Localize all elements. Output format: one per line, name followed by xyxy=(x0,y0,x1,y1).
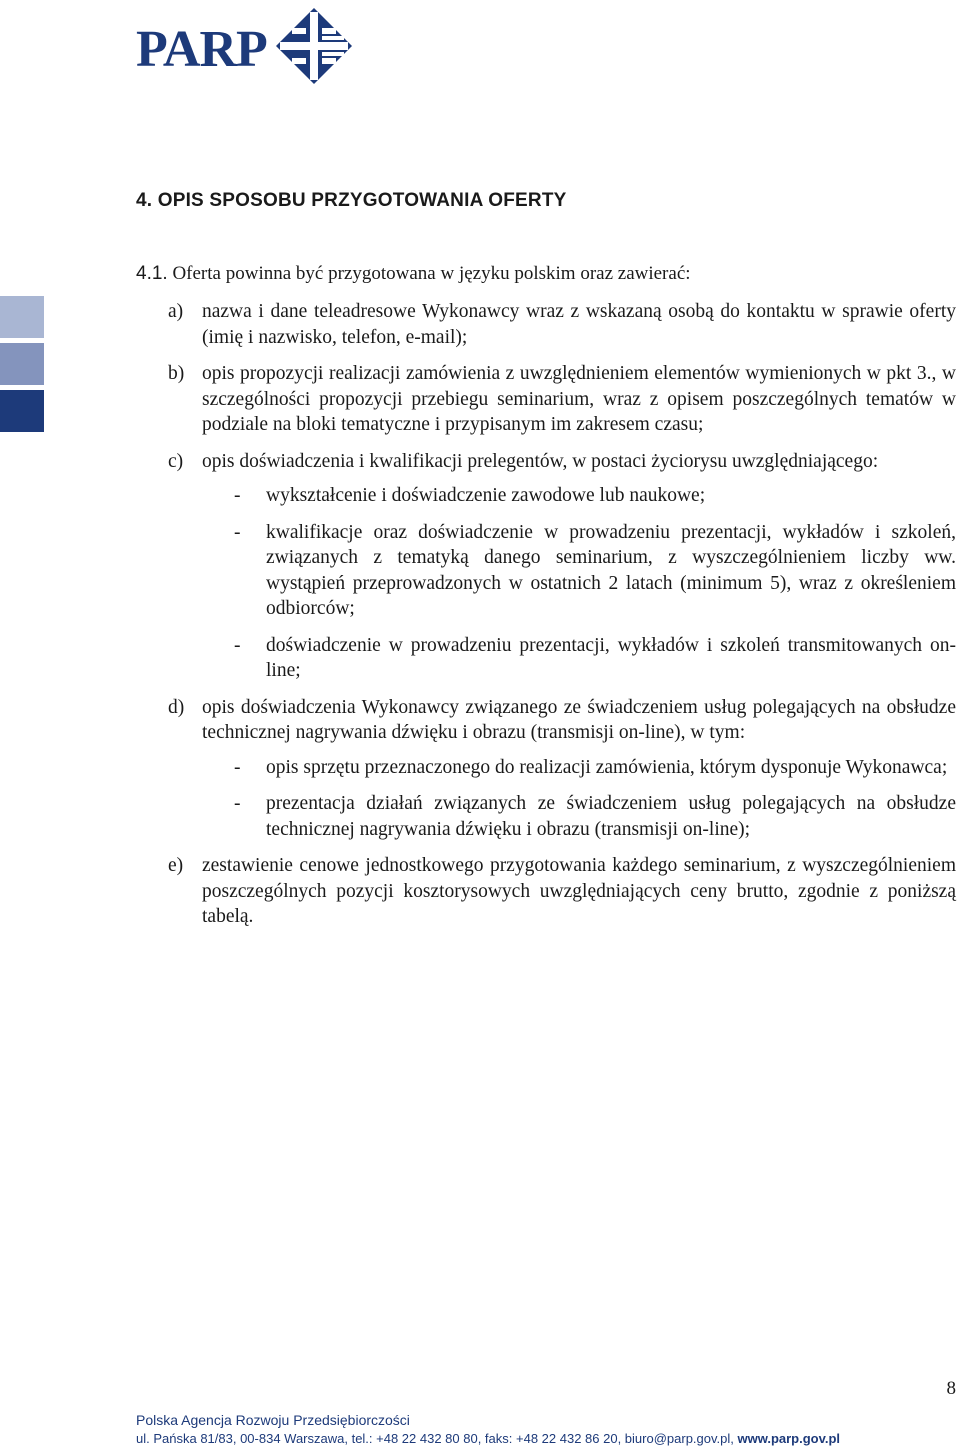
intro-number: 4.1. xyxy=(136,263,168,284)
side-bar-dark xyxy=(0,390,44,432)
sublist-item xyxy=(234,483,956,509)
page-number: 8 xyxy=(946,1378,956,1399)
sublist-item xyxy=(234,791,956,842)
list-item-c xyxy=(168,449,956,475)
sublist-dash: - xyxy=(234,485,241,506)
list-item-letter: d) xyxy=(168,696,185,718)
sublist-dash: - xyxy=(234,756,241,778)
footer-agency-name: Polska Agencja Rozwoju Przedsiębiorczości xyxy=(136,1412,410,1428)
sublist-item-text: opis sprzętu przeznaczonego do realizacji zamówienia, którym dysponuje Wykonawca; xyxy=(266,756,948,778)
sublist-item-text: doświadczenie w prowadzeniu prezentacji, wykładów i szkoleń transmitowanych on-line; xyxy=(266,634,956,681)
sublist-dash: - xyxy=(234,634,241,656)
list-item-text: zestawienie cenowe jednostkowego przygotowania każdego seminarium, z wyszczególnieniem poszczególnych pozycji kosztorysowych uwzględniających ceny brutto, zgodnie z poniższą tabelą. xyxy=(202,855,956,927)
list-item-b xyxy=(168,361,956,438)
sublist-item xyxy=(234,755,956,781)
sublist-dash: - xyxy=(234,521,241,543)
side-bar-medium xyxy=(0,343,44,385)
page-footer xyxy=(136,1411,840,1449)
list-item-text: nazwa i dane teleadresowe Wykonawcy wraz z wskazaną osobą do kontaktu w sprawie oferty (imię i nazwisko, telefon, e-mail); xyxy=(202,301,956,348)
parp-logo xyxy=(136,6,366,86)
list-item-text: opis propozycji realizacji zamówienia z uwzględnieniem elementów wymienionych w pkt 3., w szczególności propozycji przebiegu seminarium, wraz z opisem poszczególnych tematów w podziale na bloki tematyczne i przypisanym im zakresem czasu; xyxy=(202,363,956,435)
sublist-item xyxy=(234,520,956,622)
offer-requirements-list xyxy=(168,299,956,941)
footer-contact: ul. Pańska 81/83, 00-834 Warszawa, tel.: +48 22 432 80 80, faks: +48 22 432 86 20, biuro@parp.gov.pl, xyxy=(136,1431,738,1446)
sublist-item-text: wykształcenie i doświadczenie zawodowe lub naukowe; xyxy=(266,485,706,506)
intro-paragraph xyxy=(136,263,691,285)
sublist-dash: - xyxy=(234,793,241,814)
parp-emblem-icon xyxy=(274,6,354,86)
sublist-d xyxy=(234,755,956,843)
section-heading: 4. OPIS SPOSOBU PRZYGOTOWANIA OFERTY xyxy=(136,190,567,211)
sublist-c xyxy=(234,483,956,684)
sublist-item-text: prezentacja działań związanych ze świadczeniem usług polegających na obsłudze technicznej nagrywania dźwięku i obrazu (transmisji on-line); xyxy=(266,793,956,840)
list-item-d xyxy=(168,695,956,746)
list-item-letter: c) xyxy=(168,450,184,472)
intro-text: Oferta powinna być przygotowana w języku polskim oraz zawierać: xyxy=(172,263,691,284)
footer-website-link[interactable]: www.parp.gov.pl xyxy=(737,1431,841,1446)
side-decoration xyxy=(0,296,44,437)
list-item-text: opis doświadczenia Wykonawcy związanego ze świadczeniem usług polegających na obsłudze technicznej nagrywania dźwięku i obrazu (transmisji on-line), w tym: xyxy=(202,696,956,743)
side-bar-light xyxy=(0,296,44,338)
list-item-text: opis doświadczenia i kwalifikacji prelegentów, w postaci życiorysu uwzględniającego: xyxy=(202,450,879,472)
sublist-item-text: kwalifikacje oraz doświadczenie w prowadzeniu prezentacji, wykładów i szkoleń, związanych z tematyką danego seminarium, z wyszczególnieniem liczby ww. wystąpień przeprowadzonych w ostatnich 2 latach (minimum 5), wraz z określeniem odbiorców; xyxy=(266,521,956,619)
footer-address xyxy=(136,1429,840,1449)
list-item-letter: e) xyxy=(168,855,184,876)
sublist-item xyxy=(234,633,956,684)
list-item-letter: b) xyxy=(168,363,185,384)
list-item-e xyxy=(168,853,956,930)
list-item-a xyxy=(168,299,956,350)
logo-text: PARP xyxy=(136,21,267,78)
list-item-letter: a) xyxy=(168,301,184,322)
